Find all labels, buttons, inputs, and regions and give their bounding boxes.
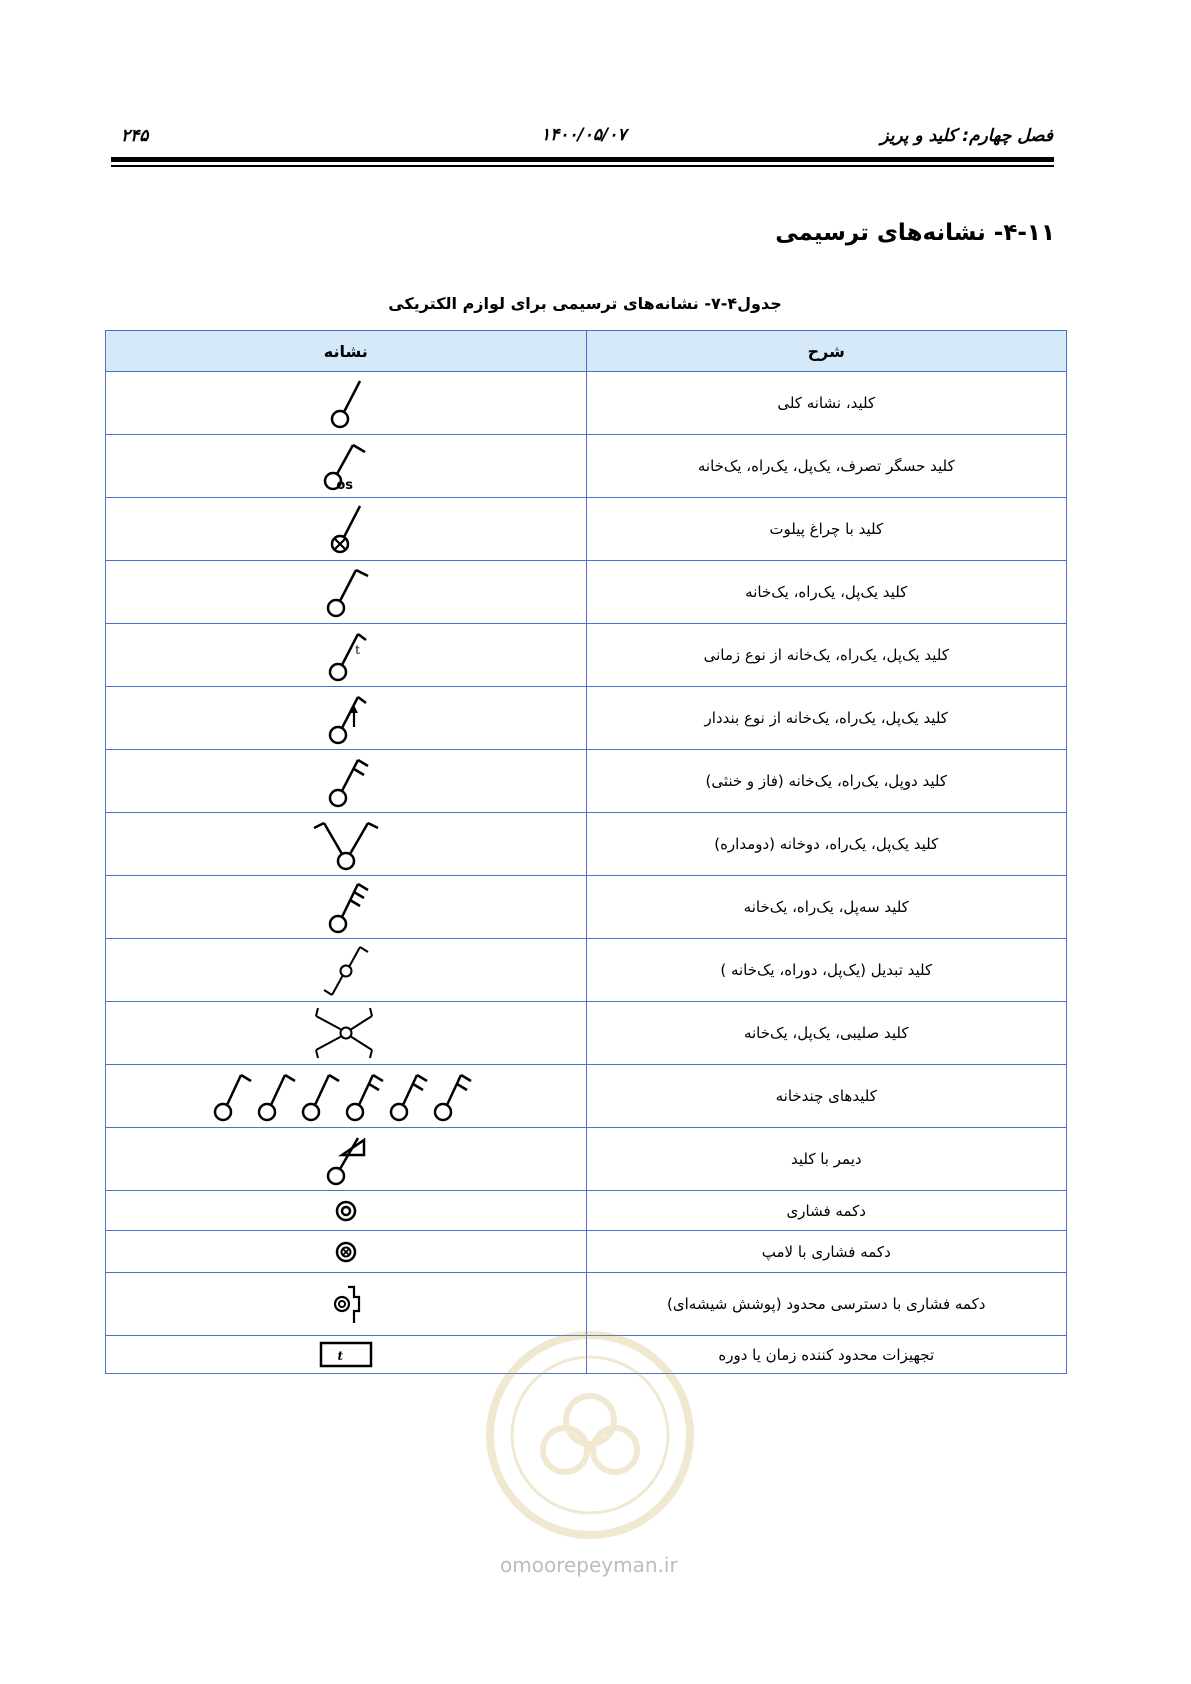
row-symbol [106,939,587,1002]
table-row [106,750,1067,813]
table-caption: جدول۴-۷- نشانه‌های ترسیمی برای لوازم الکتریکی [388,294,782,313]
pilot-light-switch-icon [316,500,376,558]
page-header [111,122,1053,152]
table-row [106,435,1067,498]
row-description: دکمه فشاری با دسترسی محدود (پوشش شیشه‌ای) [586,1273,1067,1336]
row-description: کلید سه‌پل، یک‌راه، یک‌خانه [586,876,1067,939]
table-row [106,1002,1067,1065]
occupancy-sensor-switch-icon [311,437,381,495]
row-description: کلید یک‌پل، یک‌راه، یک‌خانه از نوع زمانی [586,624,1067,687]
row-description: دکمه فشاری با لامپ [586,1231,1067,1273]
table-row [106,876,1067,939]
row-symbol [106,498,587,561]
table-row [106,1128,1067,1191]
timer-label: t [354,643,360,657]
table-row [106,1231,1067,1273]
row-description: دیمر با کلید [586,1128,1067,1191]
pull-cord-switch-icon [316,689,376,747]
row-description: کلید یک‌پل، یک‌راه، یک‌خانه [586,561,1067,624]
table-row [106,561,1067,624]
row-symbol [106,1065,587,1128]
row-symbol [106,1002,587,1065]
watermark-text: omoorepeyman.ir [500,1553,678,1577]
row-symbol [106,750,587,813]
single-pole-switch-icon [316,563,376,621]
row-symbol [106,1191,587,1231]
row-description: دکمه فشاری [586,1191,1067,1231]
triple-pole-switch-icon [316,878,376,936]
switch-general-icon [316,374,376,432]
row-symbol [106,1273,587,1336]
table-row [106,939,1067,1002]
two-circuit-switch-icon [306,815,386,873]
row-description: کلید صلیبی، یک‌پل، یک‌خانه [586,1002,1067,1065]
table-row [106,1065,1067,1128]
table-row [106,624,1067,687]
table-header-row [106,331,1067,372]
table-row [106,1273,1067,1336]
two-way-switch-icon [316,941,376,999]
header-rule-thick [111,157,1054,162]
page-number: ۲۴۵ [121,126,149,146]
row-description: کلید با چراغ پیلوت [586,498,1067,561]
row-description: کلید حسگر تصرف، یک‌پل، یک‌راه، یک‌خانه [586,435,1067,498]
row-symbol [106,624,587,687]
illuminated-push-button-icon [331,1237,361,1267]
os-label: os [336,478,353,493]
time-label: t [337,1348,343,1363]
symbols-table [105,330,1067,1374]
header-rule-thin [111,165,1054,167]
row-symbol [106,372,587,435]
table-row [106,372,1067,435]
header-date: ۱۴۰۰/۰۵/۰۷ [541,125,627,145]
row-description: کلید یک‌پل، یک‌راه، دوخانه (دومداره) [586,813,1067,876]
row-description: کلید تبدیل (یک‌پل، دوراه، یک‌خانه ) [586,939,1067,1002]
row-description: کلید، نشانه کلی [586,372,1067,435]
multi-gang-switches-icon [211,1067,481,1125]
section-title: ۴-۱۱- نشانه‌های ترسیمی [775,220,1055,246]
row-symbol [106,876,587,939]
row-description: کلید یک‌پل، یک‌راه، یک‌خانه از نوع بنددار [586,687,1067,750]
table-row [106,813,1067,876]
dimmer-switch-icon [316,1130,376,1188]
column-header-description: شرح [586,331,1067,372]
column-header-symbol: نشانه [106,331,587,372]
table-row [106,1191,1067,1231]
watermark-logo [475,1330,705,1540]
protected-push-button-icon [326,1275,366,1333]
double-pole-switch-icon [316,752,376,810]
intermediate-switch-icon [306,1004,386,1062]
row-description: کلیدهای چندخانه [586,1065,1067,1128]
row-symbol [106,1128,587,1191]
row-description: کلید دوپل، یک‌راه، یک‌خانه (فاز و خنثی) [586,750,1067,813]
row-symbol [106,813,587,876]
row-symbol [106,435,587,498]
table-row [106,498,1067,561]
row-symbol [106,1231,587,1273]
time-limiting-device-icon [318,1340,374,1370]
table-row [106,687,1067,750]
row-description: تجهیزات محدود کننده زمان یا دوره [586,1336,1067,1374]
row-symbol [106,561,587,624]
push-button-icon [331,1196,361,1226]
row-symbol [106,687,587,750]
chapter-title: فصل چهارم: کلید و پریز [880,126,1053,146]
timer-switch-icon [316,626,376,684]
